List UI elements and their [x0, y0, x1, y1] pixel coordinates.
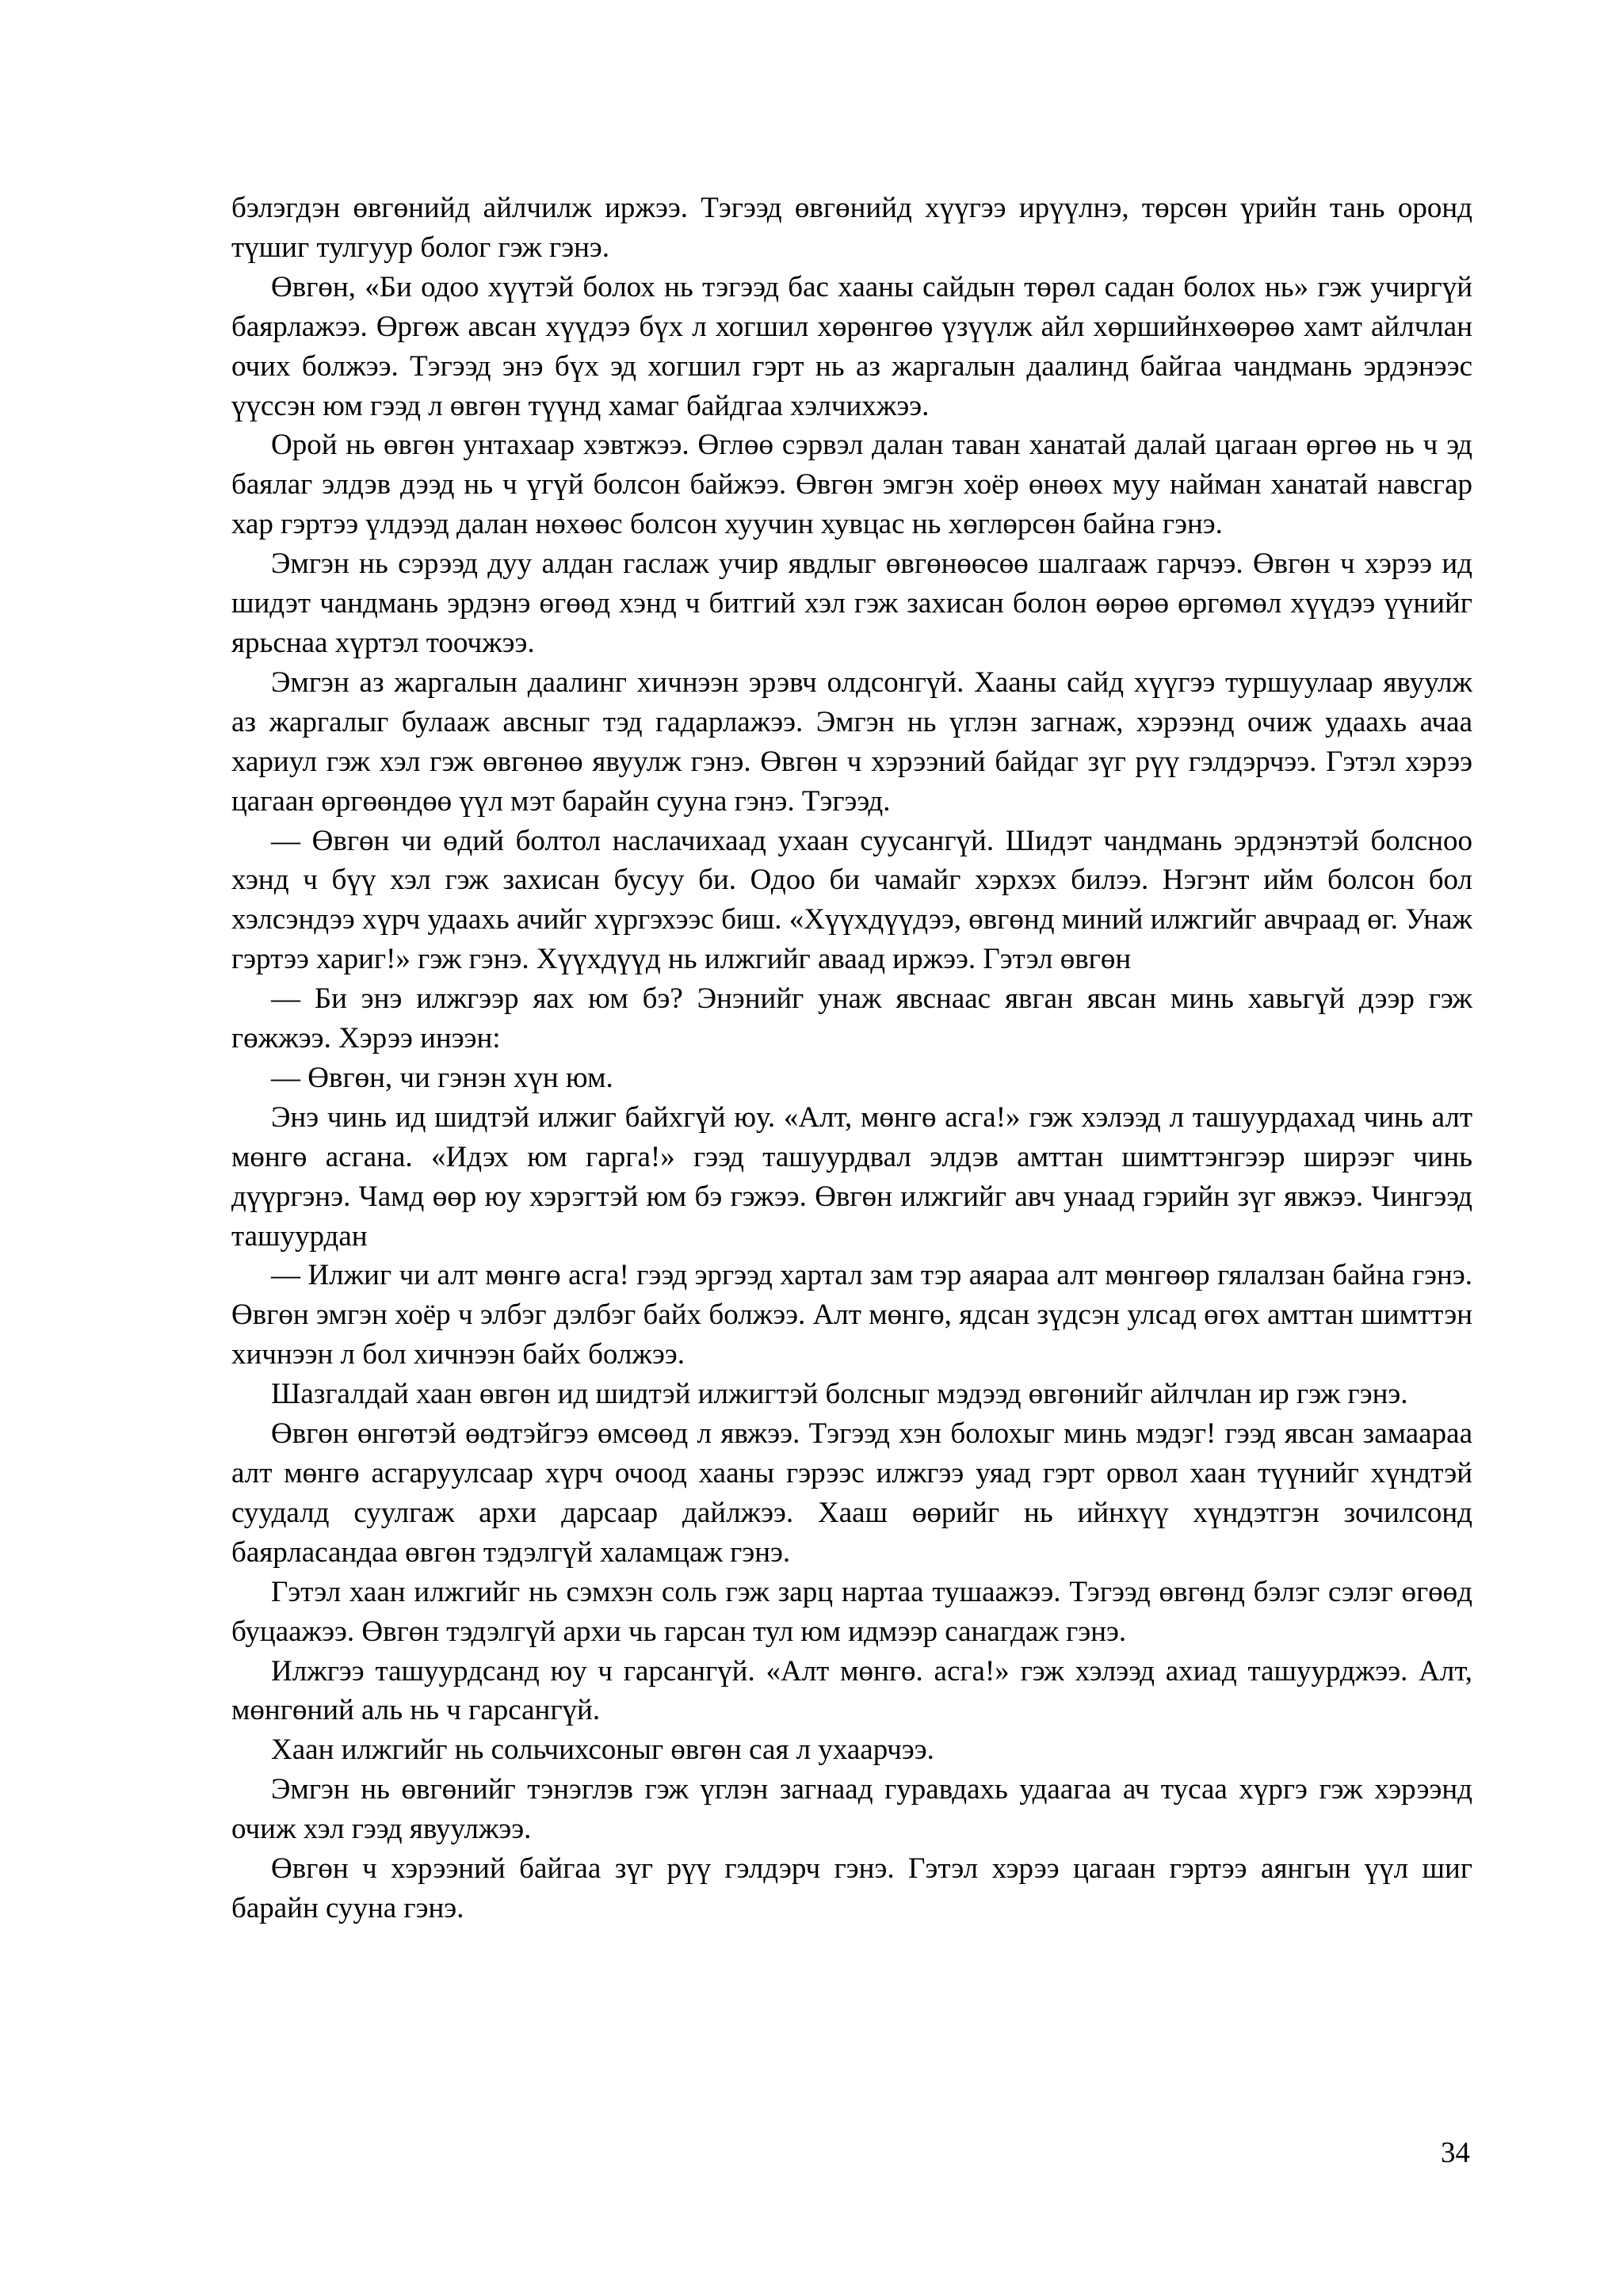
- paragraph: — Өвгөн чи өдий болтол наслачихаад ухаан суусангүй. Шидэт чандмань эрдэнэтэй болсноо хэнд ч бүү хэл гэж захисан бусуу би. Одоо би чамайг хэрхэх билээ. Нэгэнт ийм болсон бол хэлсэндээ хүрч удаахь ачийг хүргэхээс биш. «Хүүхдүүдээ, өвгөнд миний илжгийг авчраад өг. Унаж гэртээ хариг!» гэж гэнэ. Хүүхдүүд нь илжгийг аваад иржээ. Гэтэл өвгөн: [231, 824, 1472, 976]
- paragraph: Хаан илжгийг нь сольчихсоныг өвгөн сая л ухаарчээ.: [271, 1733, 934, 1767]
- paragraph: Өвгөн, «Би одоо хүүтэй болох нь тэгээд бас хааны сайдын төрөл садан болох нь» гэж учиргүй баярлажээ. Өргөж авсан хүүдээ бүх л хогшил хөрөнгөө үзүүлж айл хөршийнхөөрөө хамт айлчлан очих болжээ. Тэгээд энэ бүх эд хогшил гэрт нь аз жаргалын даалинд байгаа чандмань эрдэнээс үүссэн юм гээд л өвгөн түүнд хамаг байдгаа хэлчихжээ.: [231, 270, 1472, 422]
- paragraph: Эмгэн нь өвгөнийг тэнэглэв гэж үглэн загнаад гуравдахь удаагаа ач тусаа хүргэ гэж хэрээнд очиж хэл гээд явуулжээ.: [231, 1773, 1472, 1846]
- paragraph: Гэтэл хаан илжгийг нь сэмхэн соль гэж зарц нартаа тушаажээ. Тэгээд өвгөнд бэлэг сэлэг өгөөд буцаажээ. Өвгөн тэдэлгүй архи чь гарсан тул юм идмээр санагдаж гэнэ.: [231, 1575, 1472, 1648]
- paragraph: — Өвгөн, чи гэнэн хүн юм.: [271, 1061, 613, 1094]
- page-body: [231, 189, 1472, 1928]
- paragraph: бэлэгдэн өвгөнийд айлчилж иржээ. Тэгээд өвгөнийд хүүгээ ирүүлнэ, төрсөн үрийн тань оронд түшиг тулгуур болог гэж гэнэ.: [231, 192, 1472, 264]
- paragraph: Эмгэн аз жаргалын даалинг хичнээн эрэвч олдсонгүй. Хааны сайд хүүгээ туршуулаар явуулж аз жаргалыг булааж авсныг тэд гадарлажээ. Эмгэн нь үглэн загнаж, хэрээнд очиж удаахь ачаа хариул гэж хэл гэж өвгөнөө явуулж гэнэ. Өвгөн ч хэрээний байдаг зүг рүү гэлдэрчээ. Гэтэл хэрээ цагаан өргөөндөө үүл мэт барайн сууна гэнэ. Тэгээд.: [231, 666, 1472, 818]
- page-number: 34: [1441, 2137, 1470, 2169]
- paragraph: Өвгөн ч хэрээний байгаа зүг рүү гэлдэрч гэнэ. Гэтэл хэрээ цагаан гэртээ аянгын үүл шиг барайн сууна гэнэ.: [231, 1852, 1472, 1924]
- paragraph: Илжгээ ташуурдсанд юу ч гарсангүй. «Алт мөнгө. асга!» гэж хэлээд ахиад ташуурджээ. Алт, мөнгөний аль нь ч гарсангүй.: [231, 1654, 1472, 1727]
- paragraph: Шазгалдай хаан өвгөн ид шидтэй илжигтэй болсныг мэдээд өвгөнийг айлчлан ир гэж гэнэ.: [271, 1378, 1408, 1411]
- paragraph: — Илжиг чи алт мөнгө асга! гээд эргээд хартал зам тэр аяараа алт мөнгөөр гялалзан байна гэнэ. Өвгөн эмгэн хоёр ч элбэг дэлбэг байх болжээ. Алт мөнгө, ядсан зүдсэн улсад өгөх амттан шимттэн хичнээн л бол хичнээн байх болжээ.: [231, 1259, 1472, 1371]
- paragraph: Өвгөн өнгөтэй өөдтэйгээ өмсөөд л явжээ. Тэгээд хэн болохыг минь мэдэг! гээд явсан замаараа алт мөнгө асгаруулсаар хүрч очоод хааны гэрээс илжгээ уяад гэрт орвол хаан түүнийг хүндтэй суудалд суулгаж архи дарсаар дайлжээ. Хааш өөрийг нь ийнхүү хүндэтгэн зочилсонд баярласандаа өвгөн тэдэлгүй халамцаж гэнэ.: [231, 1417, 1472, 1569]
- paragraph: Орой нь өвгөн унтахаар хэвтжээ. Өглөө сэрвэл далан таван ханатай далай цагаан өргөө нь ч эд баялаг элдэв дээд нь ч үгүй болсон байжээ. Өвгөн эмгэн хоёр өнөөх муу найман ханатай навсгар хар гэртээ үлдээд далан нөхөөс болсон хуучин хувцас нь хөглөрсөн байна гэнэ.: [231, 429, 1472, 541]
- paragraph: Энэ чинь ид шидтэй илжиг байхгүй юу. «Алт, мөнгө асга!» гэж хэлээд л ташуурдахад чинь алт мөнгө асгана. «Идэх юм гарга!» гээд ташуурдвал элдэв амттан шимттэнгээр ширээг чинь дүүргэнэ. Чамд өөр юу хэрэгтэй юм бэ гэжээ. Өвгөн илжгийг авч унаад гэрийн зүг явжээ. Чингээд ташуурдан: [231, 1100, 1472, 1253]
- paragraph: Эмгэн нь сэрээд дуу алдан гаслаж учир явдлыг өвгөнөөсөө шалгааж гарчээ. Өвгөн ч хэрээ ид шидэт чандмань эрдэнэ өгөөд хэнд ч битгий хэл гэж захисан болон өөрөө өргөмөл хүүдээ үүнийг ярьснаа хүртэл тоочжээ.: [231, 547, 1472, 659]
- paragraph: — Би энэ илжгээр яах юм бэ? Энэнийг унаж явснаас явган явсан минь хавьгүй дээр гэж гөжжээ. Хэрээ инээн:: [231, 982, 1472, 1055]
